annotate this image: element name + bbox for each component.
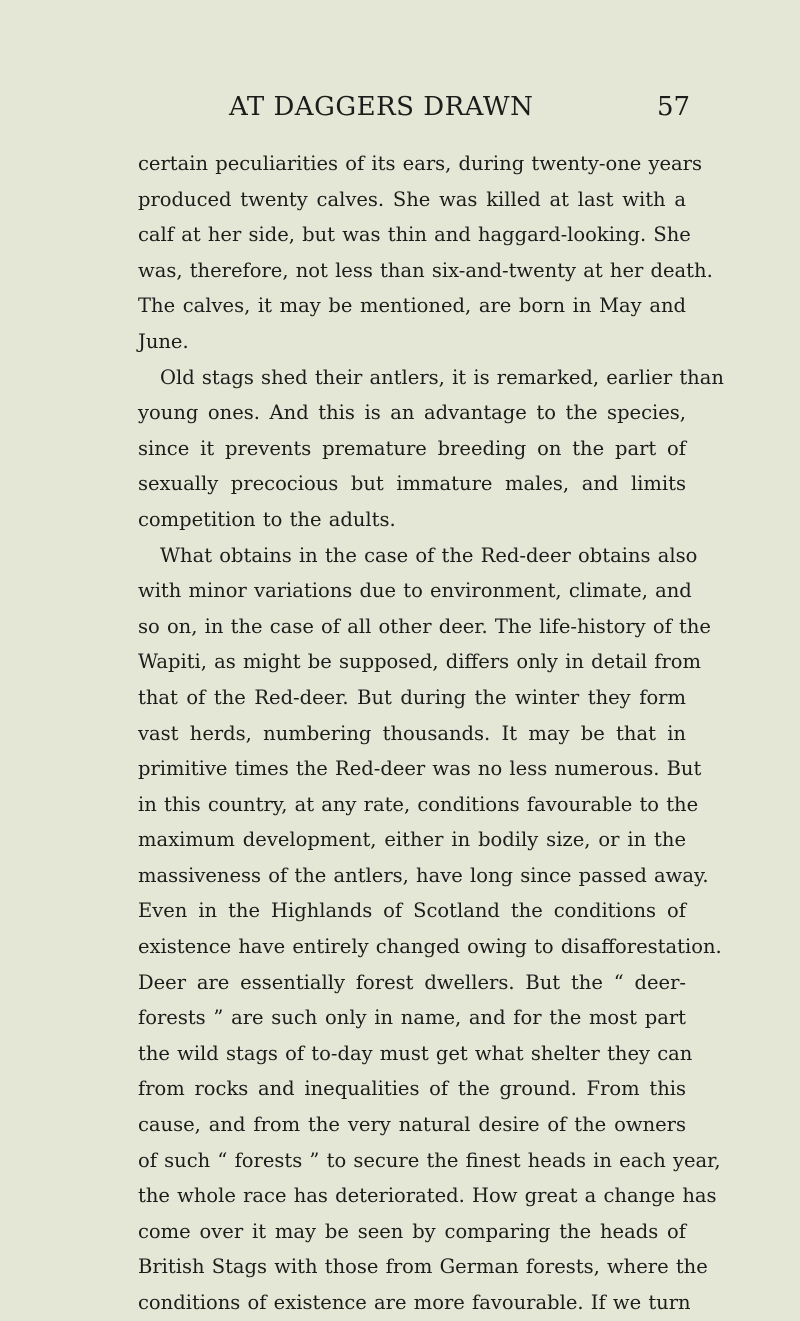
text-line: Deer are essentially forest dwellers. But the “ deer- (138, 970, 686, 994)
text-line: certain peculiarities of its ears, during twenty-one years (138, 152, 702, 175)
page-header (0, 92, 800, 132)
text-line: since it prevents premature breeding on the part of (138, 436, 686, 460)
text-line: calf at her side, but was thin and haggard-looking. She (138, 223, 691, 247)
text-line: produced twenty calves. She was killed at last with a (138, 187, 686, 211)
text-line: so on, in the case of all other deer. The life-history of the (138, 614, 711, 638)
text-line: was, therefore, not less than six-and-twenty at her death. (138, 258, 713, 282)
text-line: Wapiti, as might be supposed, differs only in detail from (138, 650, 702, 674)
text-line: conditions of existence are more favourable. If we turn (138, 1291, 691, 1314)
text-line: maximum development, either in bodily size, or in the (138, 828, 686, 852)
body-text (138, 146, 724, 1321)
text-line: Even in the Highlands of Scotland the conditions of (138, 899, 686, 923)
text-line: young ones. And this is an advantage to the species, (138, 401, 686, 425)
page-number: 57 (657, 92, 691, 122)
text-line: The calves, it may be mentioned, are born in May and (138, 294, 686, 318)
text-line: cause, and from the very natural desire of the owners (138, 1113, 686, 1137)
text-line: come over it may be seen by comparing the heads of (138, 1219, 686, 1243)
text-line: from rocks and inequalities of the ground. From this (138, 1077, 686, 1101)
text-line: existence have entirely changed owing to disafforestation. (138, 935, 722, 959)
text-line: Old stags shed their antlers, it is remarked, earlier than (160, 365, 724, 389)
text-line: that of the Red-deer. But during the winter they form (138, 685, 686, 709)
text-line: with minor variations due to environment, climate, and (138, 579, 692, 603)
running-title: AT DAGGERS DRAWN (229, 92, 534, 122)
text-line: primitive times the Red-deer was no less numerous. But (138, 757, 702, 781)
text-line: June. (138, 329, 189, 353)
text-line: British Stags with those from German forests, where the (138, 1255, 708, 1279)
text-line: massiveness of the antlers, have long since passed away. (138, 863, 709, 887)
text-line: vast herds, numbering thousands. It may be that in (138, 721, 686, 745)
text-line: in this country, at any rate, conditions favourable to the (138, 792, 699, 816)
text-line: forests ” are such only in name, and for the most part (138, 1006, 686, 1030)
text-line: the whole race has deteriorated. How great a change has (138, 1184, 717, 1208)
text-line: sexually precocious but immature males, and limits (138, 472, 686, 496)
text-line: competition to the adults. (138, 507, 396, 531)
text-line: of such “ forests ” to secure the finest heads in each year, (138, 1148, 721, 1172)
text-line: the wild stags of to-day must get what shelter they can (138, 1041, 693, 1065)
text-line: What obtains in the case of the Red-deer obtains also (160, 543, 698, 567)
